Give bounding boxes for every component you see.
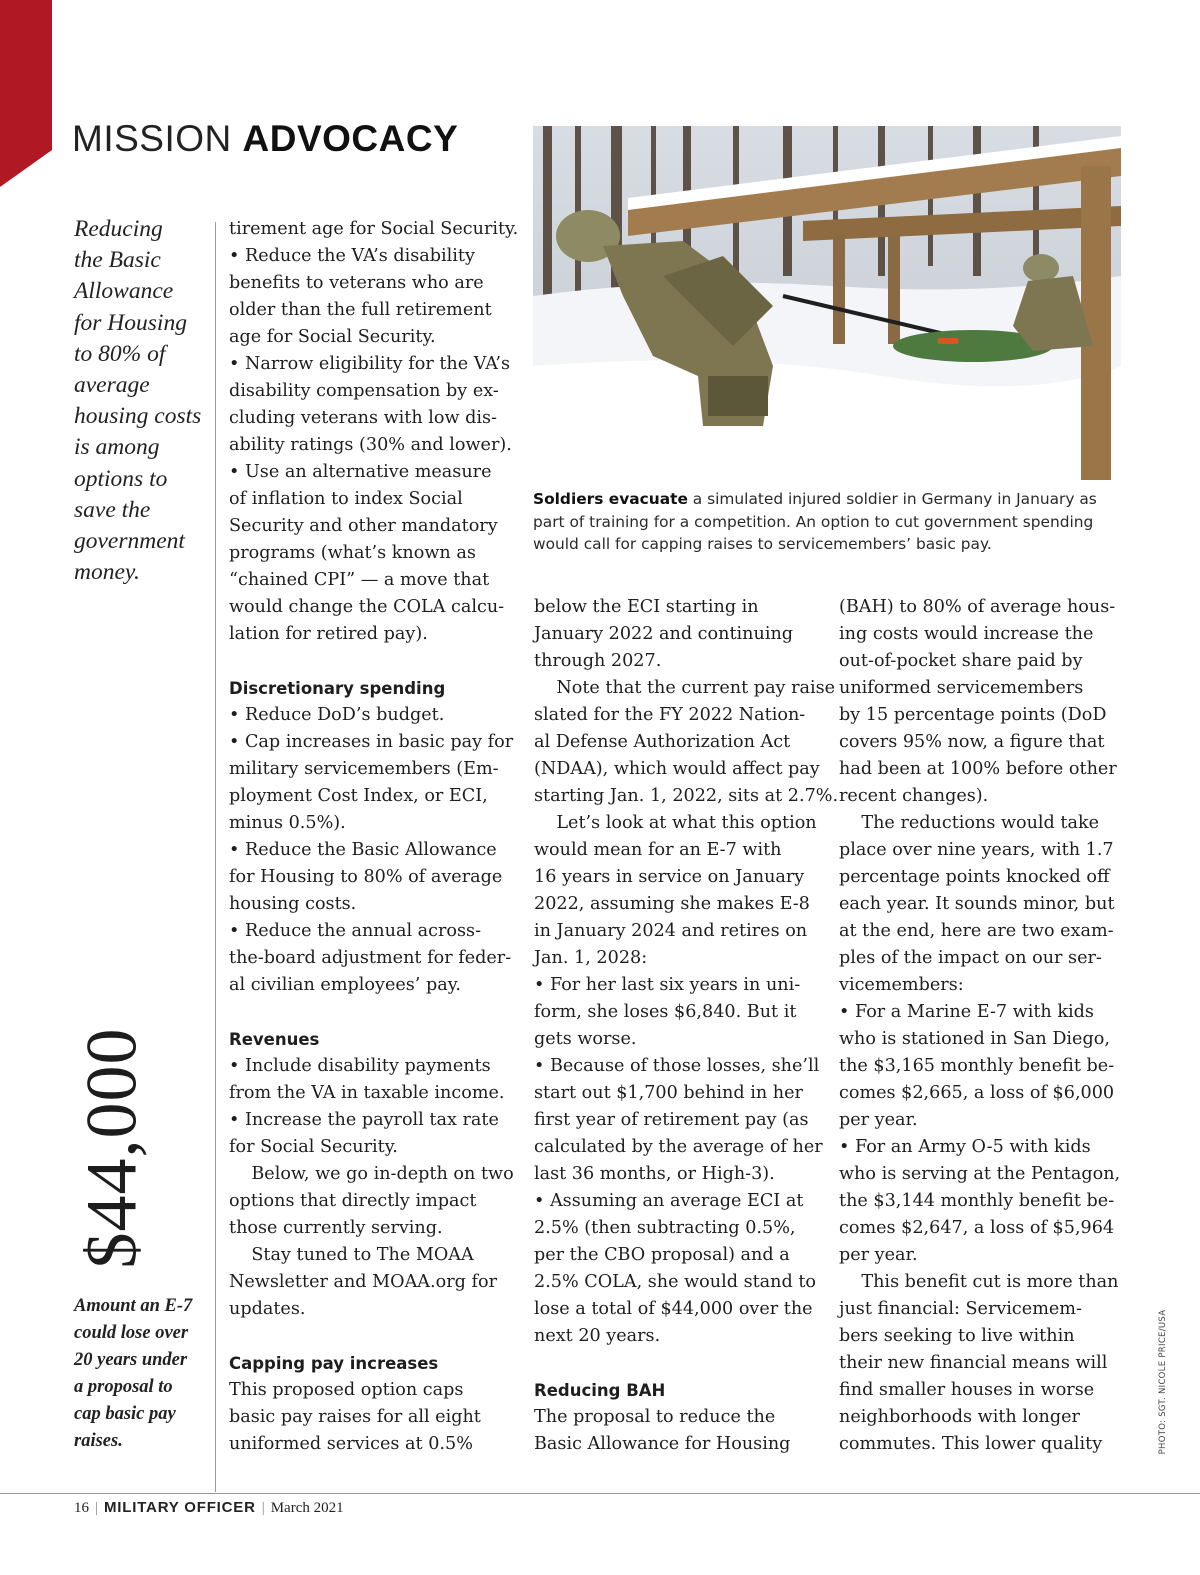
- section-header-bold: ADVOCACY: [242, 118, 459, 159]
- text-line: form, she loses $6,840. But it: [534, 1002, 797, 1022]
- text-line: through 2027.: [534, 651, 662, 671]
- big-number-caption-line: cap basic pay: [74, 1404, 176, 1424]
- text-line: 2.5% (then subtracting 0.5%,: [534, 1218, 796, 1238]
- text-line: This benefit cut is more than: [839, 1272, 1119, 1292]
- text-line: the $3,144 monthly benefit be-: [839, 1191, 1115, 1211]
- text-line: just financial: Servicemem-: [839, 1299, 1082, 1319]
- pull-quote-line: is among: [74, 434, 160, 461]
- text-line: would change the COLA calcu-: [229, 597, 505, 617]
- big-number-caption-line: raises.: [74, 1431, 123, 1451]
- text-line: would mean for an E-7 with: [534, 840, 782, 860]
- text-line: starting Jan. 1, 2022, sits at 2.7%.: [534, 786, 839, 806]
- pull-quote-line: Reducing: [74, 216, 163, 242]
- text-line: uniformed servicemembers: [839, 678, 1084, 698]
- text-line: neighborhoods with longer: [839, 1407, 1080, 1427]
- text-line: gets worse.: [534, 1029, 637, 1049]
- soldiers-training-photo: [533, 126, 1121, 480]
- text-line: find smaller houses in worse: [839, 1380, 1095, 1400]
- text-line: commutes. This lower quality: [839, 1434, 1103, 1454]
- article-photo: [533, 126, 1121, 480]
- text-line: slated for the FY 2022 Nation-: [534, 705, 806, 725]
- caption-text: a simulated injured soldier in Germany in January as: [687, 490, 1097, 508]
- text-line: their new financial means will: [839, 1353, 1108, 1373]
- text-line: This proposed option caps: [229, 1380, 464, 1400]
- text-line: Note that the current pay raise: [534, 678, 836, 698]
- text-line: vicemembers:: [839, 975, 964, 995]
- text-line: out-of-pocket share paid by: [839, 651, 1083, 671]
- text-line: comes $2,647, a loss of $5,964: [839, 1218, 1115, 1238]
- text-line: covers 95% now, a figure that: [839, 732, 1105, 752]
- text-line: • Narrow eligibility for the VA’s: [229, 354, 510, 374]
- text-line: Stay tuned to The MOAA: [229, 1245, 474, 1265]
- text-line: place over nine years, with 1.7: [839, 840, 1114, 860]
- text-line: options that directly impact: [229, 1191, 477, 1211]
- page-footer: [74, 1498, 344, 1518]
- section-header: [72, 118, 458, 160]
- text-line: by 15 percentage points (DoD: [839, 705, 1107, 725]
- subhead: Reducing BAH: [534, 1381, 666, 1400]
- pull-quote-line: for Housing: [74, 309, 187, 336]
- text-line: • Reduce the Basic Allowance: [229, 840, 497, 860]
- text-line: programs (what’s known as: [229, 543, 476, 563]
- text-line: ployment Cost Index, or ECI,: [229, 786, 488, 806]
- text-line: per year.: [839, 1110, 918, 1130]
- footer-separator: |: [95, 1500, 99, 1516]
- text-line: • Increase the payroll tax rate: [229, 1110, 499, 1130]
- text-line: benefits to veterans who are: [229, 273, 484, 293]
- text-line: in January 2024 and retires on: [534, 921, 808, 941]
- text-line: below the ECI starting in: [534, 597, 759, 617]
- text-line: Below, we go in-depth on two: [229, 1164, 514, 1184]
- pull-quote-line: money.: [74, 559, 140, 586]
- text-line: • For her last six years in uni-: [534, 975, 801, 995]
- text-line: updates.: [229, 1299, 306, 1319]
- text-line: the $3,165 monthly benefit be-: [839, 1056, 1115, 1076]
- text-line: al civilian employees’ pay.: [229, 975, 461, 995]
- text-line: lose a total of $44,000 over the: [534, 1299, 813, 1319]
- text-line: ability ratings (30% and lower).: [229, 435, 512, 455]
- text-line: (NDAA), which would affect pay: [534, 759, 820, 779]
- paragraph-gap: [229, 1323, 518, 1350]
- text-line: ples of the impact on our ser-: [839, 948, 1102, 968]
- text-line: who is stationed in San Diego,: [839, 1029, 1110, 1049]
- article-column-2: [534, 594, 838, 1458]
- section-header-light: MISSION: [72, 118, 232, 159]
- text-line: • Reduce the annual across-: [229, 921, 482, 941]
- text-line: next 20 years.: [534, 1326, 661, 1346]
- text-line: uniformed services at 0.5%: [229, 1434, 473, 1454]
- text-line: • Because of those losses, she’ll: [534, 1056, 820, 1076]
- caption-line-1: [533, 488, 1097, 511]
- text-line: from the VA in taxable income.: [229, 1083, 505, 1103]
- magazine-name: MILITARY OFFICER: [104, 1499, 256, 1516]
- pull-quote-line: housing costs: [74, 403, 202, 430]
- text-line: recent changes).: [839, 786, 989, 806]
- text-line: first year of retirement pay (as: [534, 1110, 809, 1130]
- text-line: age for Social Security.: [229, 327, 436, 347]
- text-line: January 2022 and continuing: [534, 624, 794, 644]
- photo-credit: PHOTO: SGT. NICOLE PRICE/USA: [1158, 1309, 1168, 1455]
- big-number-caption-line: 20 years under: [74, 1350, 188, 1370]
- section-color-tab: [0, 0, 52, 187]
- pull-quote-line: options to: [74, 465, 168, 492]
- text-line: tirement age for Social Security.: [229, 219, 519, 239]
- column-divider: [215, 222, 216, 1492]
- text-line: Let’s look at what this option: [534, 813, 817, 833]
- pull-quote-line: to 80% of: [74, 340, 166, 367]
- text-line: for Housing to 80% of average: [229, 867, 503, 887]
- text-line: who is serving at the Pentagon,: [839, 1164, 1121, 1184]
- text-line: had been at 100% before other: [839, 759, 1117, 779]
- article-column-3: [839, 594, 1120, 1458]
- text-line: 16 years in service on January: [534, 867, 805, 887]
- pull-quote-line: the Basic: [74, 247, 161, 274]
- page-number: 16: [74, 1500, 89, 1516]
- pull-quote-line: average: [74, 372, 150, 399]
- text-line: • Include disability payments: [229, 1056, 491, 1076]
- text-line: • Cap increases in basic pay for: [229, 732, 514, 752]
- text-line: (BAH) to 80% of average hous-: [839, 597, 1116, 617]
- text-line: • Reduce DoD’s budget.: [229, 705, 445, 725]
- big-number-callout: $44,000: [71, 1027, 152, 1269]
- text-line: 2022, assuming she makes E-8: [534, 894, 810, 914]
- text-line: “chained CPI” — a move that: [229, 570, 490, 590]
- text-line: basic pay raises for all eight: [229, 1407, 481, 1427]
- text-line: bers seeking to live within: [839, 1326, 1075, 1346]
- text-line: the-board adjustment for feder-: [229, 948, 512, 968]
- pull-quote-line: Allowance: [74, 278, 174, 305]
- text-line: last 36 months, or High-3).: [534, 1164, 775, 1184]
- pull-quote: [74, 214, 206, 588]
- subhead: Capping pay increases: [229, 1354, 439, 1373]
- text-line: military servicemembers (Em-: [229, 759, 499, 779]
- text-line: for Social Security.: [229, 1137, 398, 1157]
- caption-lead: Soldiers evacuate: [533, 490, 688, 508]
- big-number-caption: [74, 1293, 209, 1455]
- text-line: The reductions would take: [839, 813, 1100, 833]
- text-line: • Reduce the VA’s disability: [229, 246, 475, 266]
- text-line: • For a Marine E-7 with kids: [839, 1002, 1094, 1022]
- pull-quote-line: government: [74, 528, 185, 555]
- text-line: start out $1,700 behind in her: [534, 1083, 803, 1103]
- text-line: Newsletter and MOAA.org for: [229, 1272, 497, 1292]
- paragraph-gap: [229, 648, 518, 675]
- text-line: • Assuming an average ECI at: [534, 1191, 804, 1211]
- big-number-caption-line: could lose over: [74, 1323, 189, 1343]
- paragraph-gap: [534, 1350, 838, 1377]
- text-line: • For an Army O-5 with kids: [839, 1137, 1091, 1157]
- issue-date: March 2021: [270, 1500, 344, 1516]
- text-line: percentage points knocked off: [839, 867, 1110, 887]
- footer-rule: [0, 1493, 1200, 1494]
- text-line: cluding veterans with low dis-: [229, 408, 497, 428]
- subhead: Revenues: [229, 1030, 320, 1049]
- text-line: each year. It sounds minor, but: [839, 894, 1115, 914]
- text-line: ing costs would increase the: [839, 624, 1094, 644]
- big-number-caption-line: a proposal to: [74, 1377, 173, 1397]
- text-line: comes $2,665, a loss of $6,000: [839, 1083, 1115, 1103]
- text-line: disability compensation by ex-: [229, 381, 499, 401]
- text-line: minus 0.5%).: [229, 813, 346, 833]
- caption-line-3: would call for capping raises to servicemembers’ basic pay.: [533, 535, 992, 553]
- text-line: Security and other mandatory: [229, 516, 498, 536]
- photo-caption: [533, 488, 1097, 556]
- text-line: older than the full retirement: [229, 300, 492, 320]
- text-line: at the end, here are two exam-: [839, 921, 1114, 941]
- footer-separator: |: [261, 1500, 265, 1516]
- big-number-caption-line: Amount an E-7: [74, 1296, 193, 1316]
- caption-line-2: part of training for a competition. An option to cut government spending: [533, 512, 1094, 531]
- text-line: per the CBO proposal) and a: [534, 1245, 790, 1265]
- text-line: of inflation to index Social: [229, 489, 463, 509]
- text-line: • Use an alternative measure: [229, 462, 492, 482]
- text-line: 2.5% COLA, she would stand to: [534, 1272, 817, 1292]
- pull-quote-line: save the: [74, 496, 151, 523]
- text-line: lation for retired pay).: [229, 624, 428, 644]
- paragraph-gap: [229, 999, 518, 1026]
- text-line: The proposal to reduce the: [534, 1407, 776, 1427]
- article-column-1: [229, 216, 518, 1458]
- text-line: Basic Allowance for Housing: [534, 1434, 791, 1454]
- subhead: Discretionary spending: [229, 679, 446, 698]
- text-line: per year.: [839, 1245, 918, 1265]
- text-line: Jan. 1, 2028:: [534, 948, 648, 968]
- text-line: al Defense Authorization Act: [534, 732, 791, 752]
- text-line: those currently serving.: [229, 1218, 443, 1238]
- text-line: calculated by the average of her: [534, 1137, 823, 1157]
- text-line: housing costs.: [229, 894, 357, 914]
